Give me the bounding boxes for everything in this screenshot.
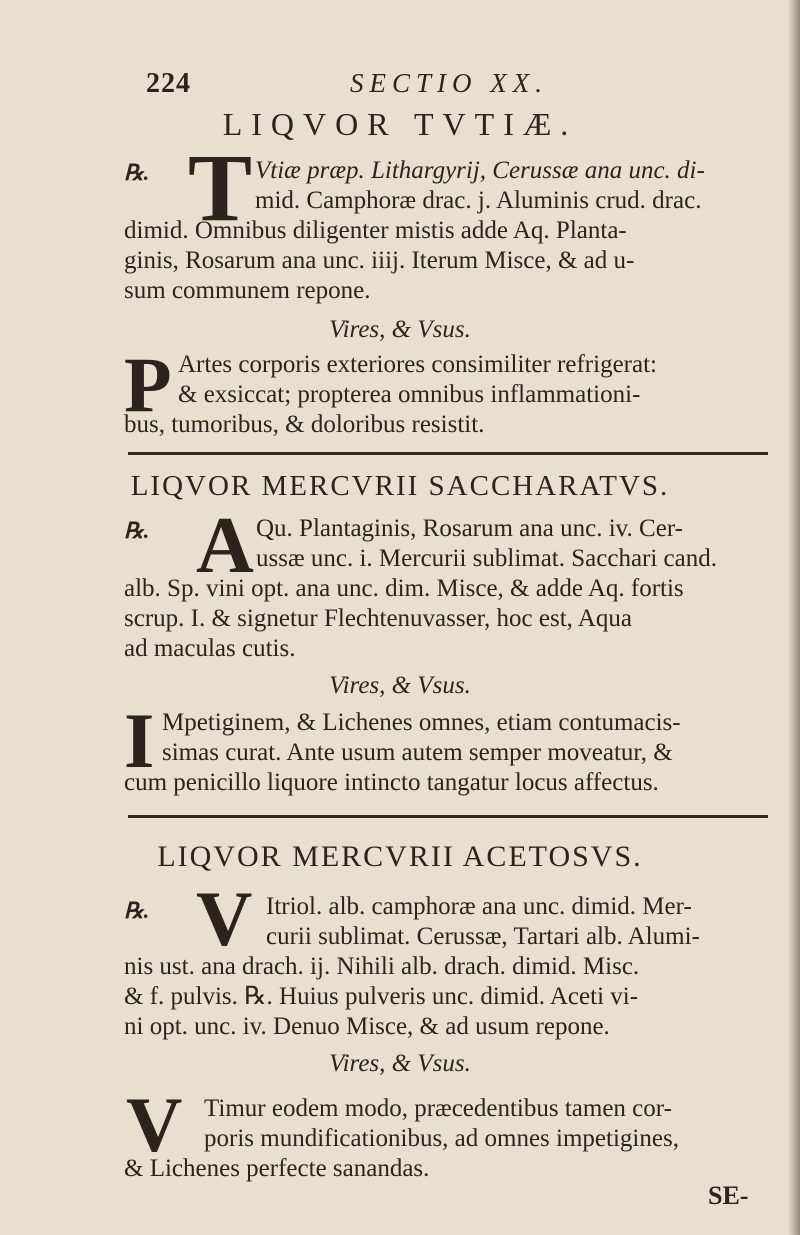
section-title-tutiae: LIQVOR TVTIÆ. xyxy=(222,106,578,142)
subheading: Vires, & Vsus. xyxy=(329,672,471,699)
text-line: ni opt. unc. iv. Denuo Misce, & ad usum repone. xyxy=(124,1013,610,1040)
section-rule xyxy=(128,452,768,455)
running-title: SECTIO XX. xyxy=(350,68,548,98)
recipe-symbol: ℞. xyxy=(124,160,150,185)
text-line: Itriol. alb. camphoræ ana unc. dimid. Mer- xyxy=(266,893,692,920)
text-line: Mpetiginem, & Lichenes omnes, etiam contumacis- xyxy=(162,709,681,736)
text-line: alb. Sp. vini opt. ana unc. dim. Misce, & adde Aq. fortis xyxy=(124,575,684,602)
text-line: & f. pulvis. ℞. Huius pulveris unc. dimid. Aceti vi- xyxy=(124,983,639,1010)
drop-cap: P xyxy=(124,341,172,428)
text-line: ginis, Rosarum ana unc. iiij. Iterum Misce, & ad u- xyxy=(124,247,635,274)
text-line: Qu. Plantaginis, Rosarum ana unc. iv. Cer- xyxy=(256,515,683,542)
subheading: Vires, & Vsus. xyxy=(329,316,471,343)
text-line: poris mundificationibus, ad omnes impetigines, xyxy=(204,1125,679,1152)
page-edge-shadow xyxy=(788,0,800,1235)
section-title-mercurii-acetosus: LIQVOR MERCVRII ACETOSVS. xyxy=(157,840,643,873)
recipe-symbol: ℞. xyxy=(124,518,150,543)
text-line: ussæ unc. i. Mercurii sublimat. Sacchari cand. xyxy=(256,545,717,572)
text-line: ad maculas cutis. xyxy=(124,635,296,662)
catchword: SE- xyxy=(708,1181,749,1210)
drop-cap: I xyxy=(124,697,155,784)
section-rule xyxy=(128,815,768,818)
text-line: nis ust. ana drach. ij. Nihili alb. drach. dimid. Misc. xyxy=(124,953,640,980)
drop-cap: V xyxy=(196,875,253,962)
text-line: & Lichenes perfecte sanandas. xyxy=(124,1155,430,1182)
text-line: bus, tumoribus, & doloribus resistit. xyxy=(124,411,485,438)
recipe-symbol: ℞. xyxy=(124,898,150,923)
text-line: sum communem repone. xyxy=(124,277,371,304)
text-line: Vtiæ præp. Lithargyrij, Cerussæ ana unc. di- xyxy=(255,157,705,184)
page-header xyxy=(0,68,800,108)
text-line: curii sublimat. Cerussæ, Tartari alb. Alumi- xyxy=(266,923,700,950)
text-line: Artes corporis exteriores consimiliter refrigerat: xyxy=(178,351,657,378)
page-number: 224 xyxy=(146,68,191,99)
drop-cap: T xyxy=(188,134,253,241)
text-line: mid. Camphoræ drac. j. Aluminis crud. drac. xyxy=(255,187,702,214)
text-line: dimid. Omnibus diligenter mistis adde Aq. Planta- xyxy=(124,217,627,244)
section-title-mercurii-saccharatus: LIQVOR MERCVRII SACCHARATVS. xyxy=(130,470,670,502)
drop-cap: A xyxy=(196,502,254,590)
drop-cap: V xyxy=(126,1081,183,1168)
text-line: & exsiccat; propterea omnibus inflammationi- xyxy=(178,381,641,408)
text-line: cum penicillo liquore intincto tangatur locus affectus. xyxy=(124,769,659,796)
text-line: scrup. I. & signetur Flechtenuvasser, hoc est, Aqua xyxy=(124,605,632,632)
text-line: simas curat. Ante usum autem semper moveatur, & xyxy=(162,739,673,766)
subheading: Vires, & Vsus. xyxy=(329,1050,471,1077)
text-line: Timur eodem modo, præcedentibus tamen cor- xyxy=(204,1095,672,1122)
